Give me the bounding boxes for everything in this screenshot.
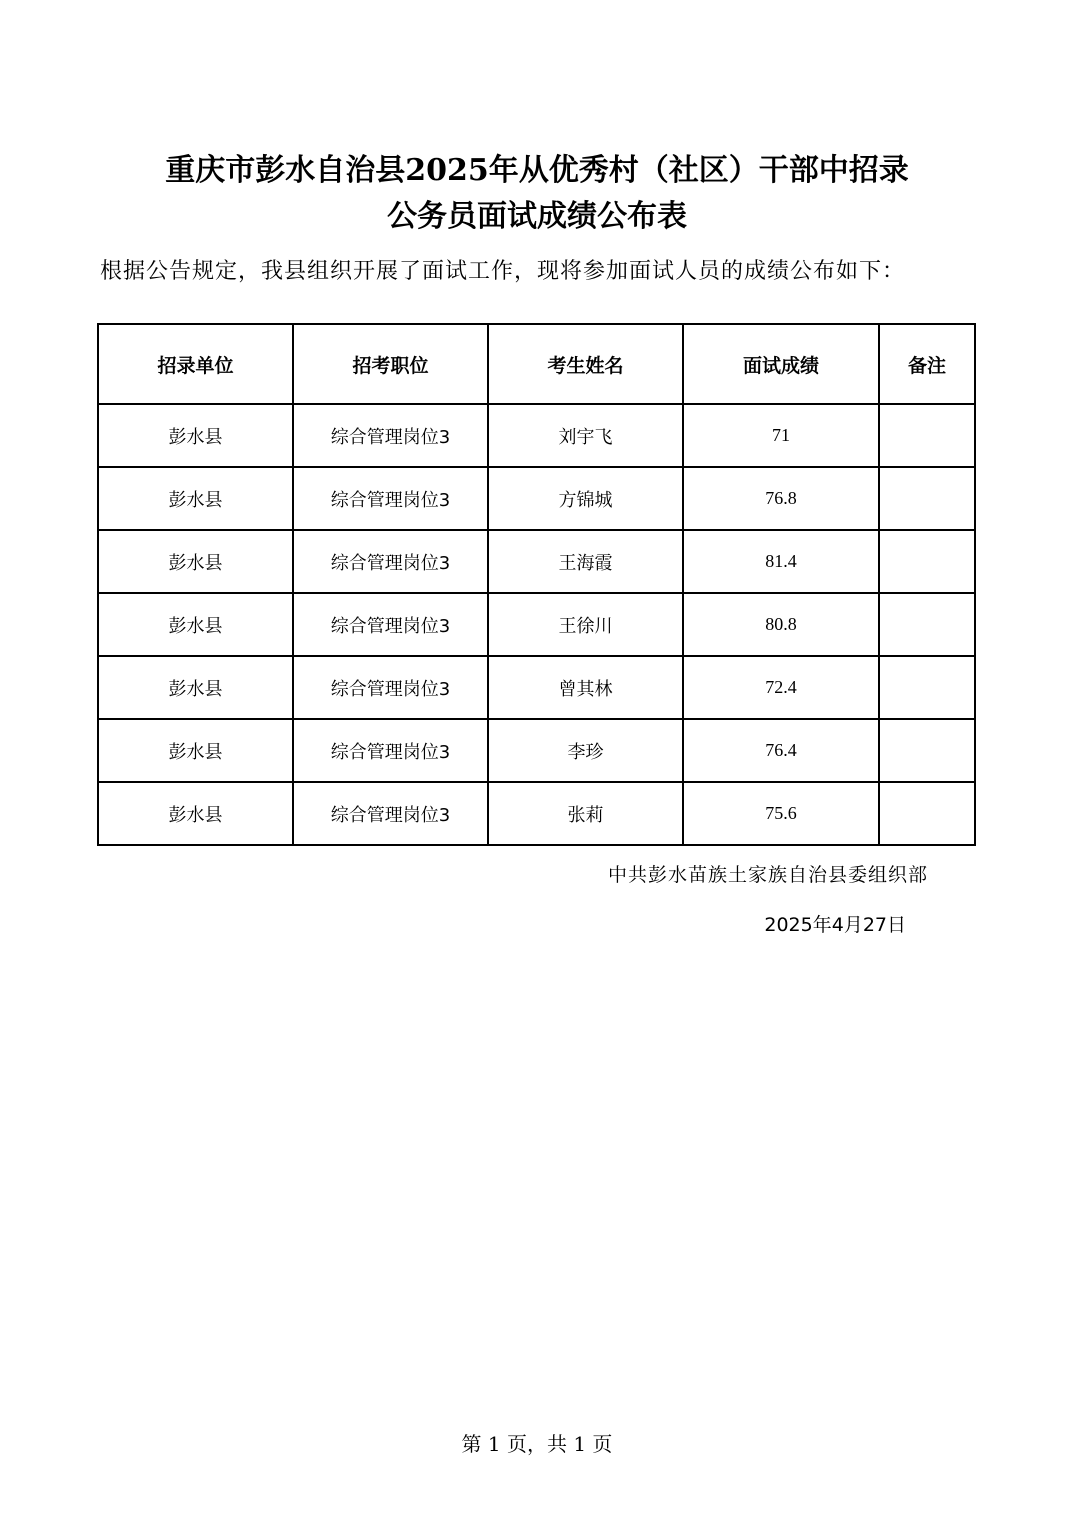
table-header-row bbox=[98, 324, 975, 404]
cell-note bbox=[879, 719, 975, 782]
table-row bbox=[98, 467, 975, 530]
table-row bbox=[98, 530, 975, 593]
header-position: 招考职位 bbox=[293, 324, 488, 404]
page-title bbox=[0, 148, 1074, 240]
cell-note bbox=[879, 530, 975, 593]
cell-note bbox=[879, 656, 975, 719]
cell-position: 综合管理岗位3 bbox=[293, 656, 488, 719]
header-name: 考生姓名 bbox=[488, 324, 683, 404]
cell-position: 综合管理岗位3 bbox=[293, 467, 488, 530]
cell-name: 王海霞 bbox=[488, 530, 683, 593]
cell-unit: 彭水县 bbox=[98, 719, 293, 782]
cell-name: 方锦城 bbox=[488, 467, 683, 530]
cell-name: 王徐川 bbox=[488, 593, 683, 656]
issuing-organization: 中共彭水苗族土家族自治县委组织部 bbox=[607, 864, 928, 886]
cell-score: 72.4 bbox=[683, 656, 879, 719]
cell-note bbox=[879, 404, 975, 467]
cell-score: 76.8 bbox=[683, 467, 879, 530]
header-score: 面试成绩 bbox=[683, 324, 879, 404]
header-unit: 招录单位 bbox=[98, 324, 293, 404]
title-line-1: 重庆市彭水自治县2025年从优秀村（社区）干部中招录 bbox=[165, 153, 909, 188]
intro-paragraph: 根据公告规定，我县组织开展了面试工作，现将参加面试人员的成绩公布如下： bbox=[100, 259, 906, 284]
cell-score: 75.6 bbox=[683, 782, 879, 845]
cell-name: 张莉 bbox=[488, 782, 683, 845]
cell-name: 曾其林 bbox=[488, 656, 683, 719]
cell-unit: 彭水县 bbox=[98, 593, 293, 656]
table-row bbox=[98, 782, 975, 845]
cell-score: 81.4 bbox=[683, 530, 879, 593]
cell-note bbox=[879, 467, 975, 530]
header-note: 备注 bbox=[879, 324, 975, 404]
cell-position: 综合管理岗位3 bbox=[293, 530, 488, 593]
cell-unit: 彭水县 bbox=[98, 656, 293, 719]
table-row bbox=[98, 593, 975, 656]
score-table bbox=[97, 323, 976, 846]
cell-note bbox=[879, 593, 975, 656]
cell-position: 综合管理岗位3 bbox=[293, 404, 488, 467]
cell-score: 76.4 bbox=[683, 719, 879, 782]
cell-name: 李珍 bbox=[488, 719, 683, 782]
cell-unit: 彭水县 bbox=[98, 404, 293, 467]
cell-position: 综合管理岗位3 bbox=[293, 719, 488, 782]
page-footer: 第 1 页，共 1 页 bbox=[461, 1432, 613, 1456]
cell-score: 80.8 bbox=[683, 593, 879, 656]
cell-position: 综合管理岗位3 bbox=[293, 593, 488, 656]
cell-unit: 彭水县 bbox=[98, 782, 293, 845]
title-line-2: 公务员面试成绩公布表 bbox=[387, 199, 687, 234]
issue-date: 2025年4月27日 bbox=[764, 914, 906, 936]
cell-unit: 彭水县 bbox=[98, 530, 293, 593]
cell-name: 刘宇飞 bbox=[488, 404, 683, 467]
cell-position: 综合管理岗位3 bbox=[293, 782, 488, 845]
cell-score: 71 bbox=[683, 404, 879, 467]
table-row bbox=[98, 404, 975, 467]
cell-note bbox=[879, 782, 975, 845]
table-row bbox=[98, 719, 975, 782]
table-row bbox=[98, 656, 975, 719]
cell-unit: 彭水县 bbox=[98, 467, 293, 530]
